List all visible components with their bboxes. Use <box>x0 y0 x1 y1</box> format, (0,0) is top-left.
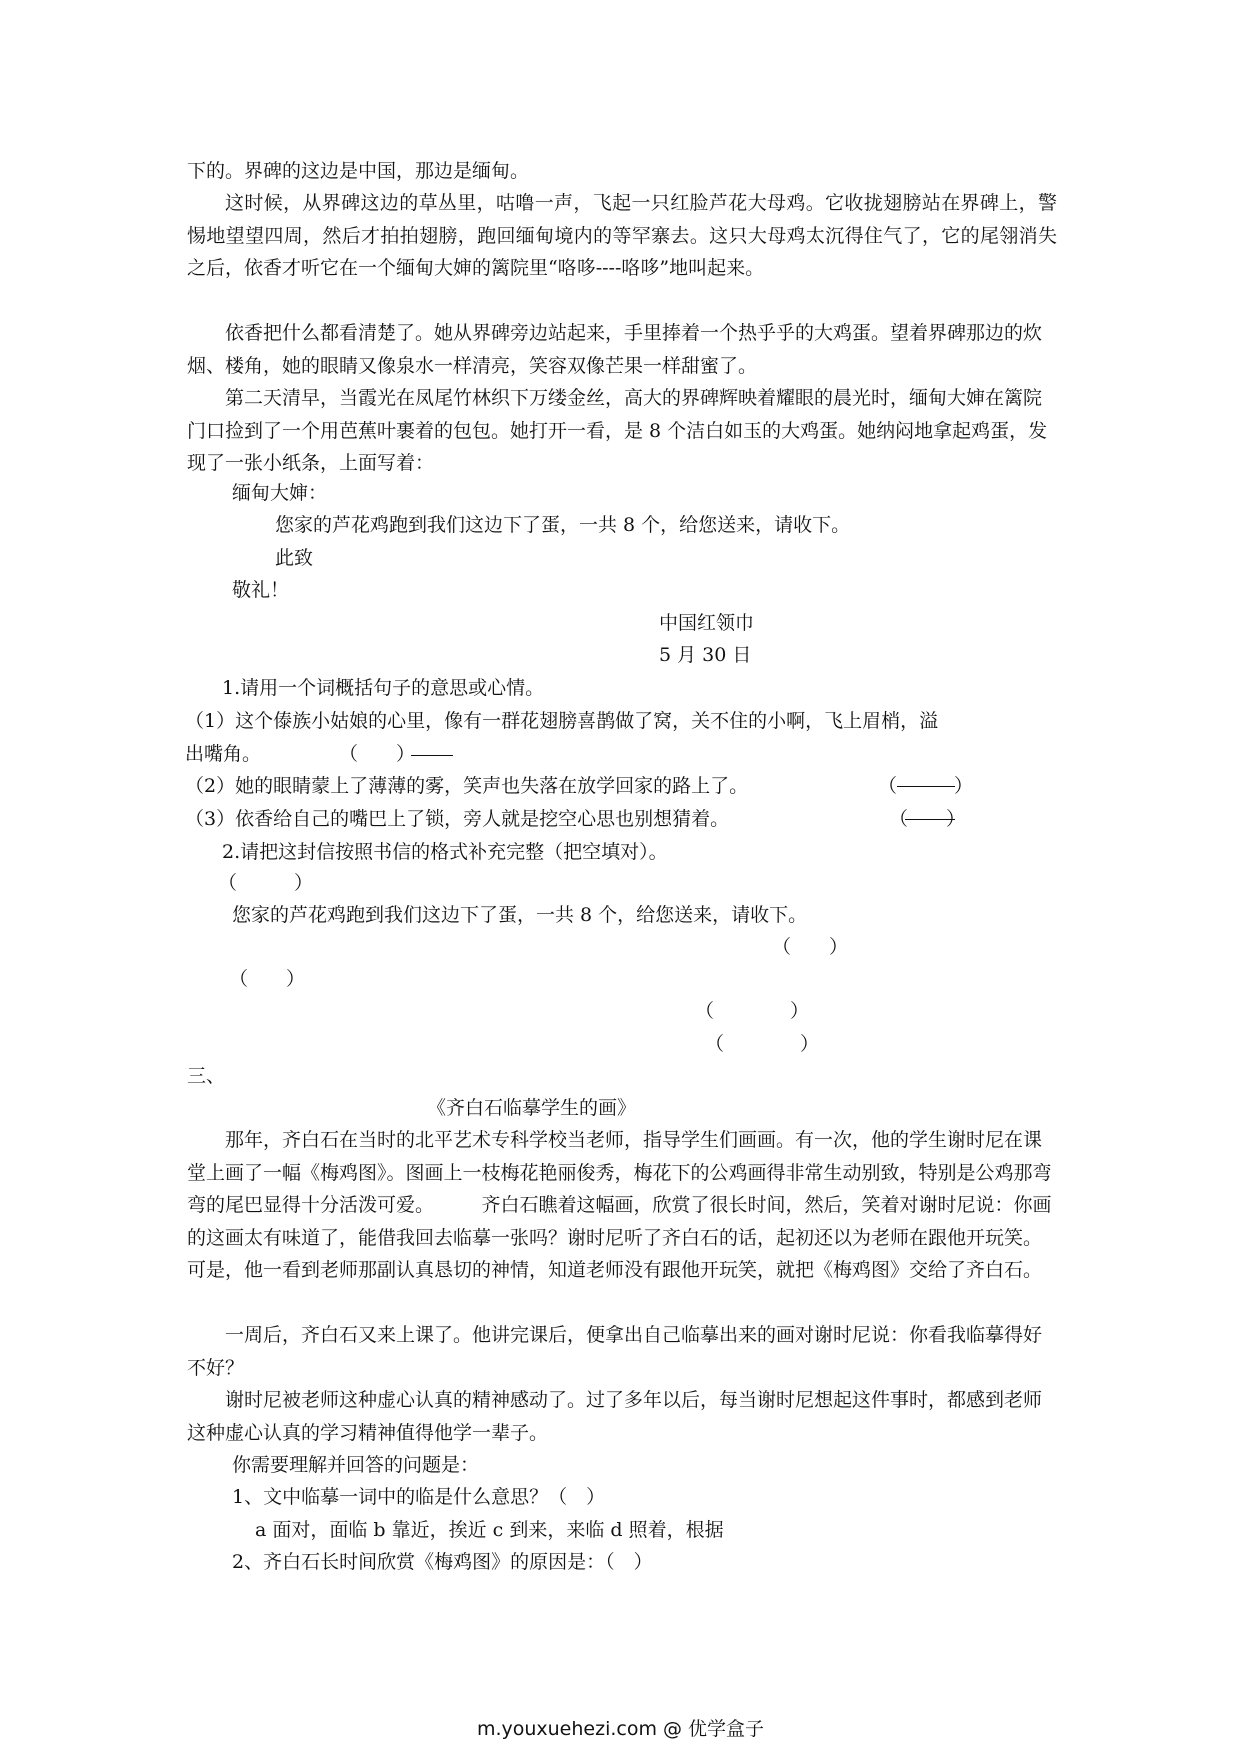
answer-line <box>905 819 955 820</box>
passage-paragraph: 谢时尼被老师这种虚心认真的精神感动了。过了多年以后，每当谢时尼想起这件事时，都感到老师这种虚心认真的学习精神值得他学一辈子。 <box>187 1389 1043 1444</box>
passage-paragraph: 第二天清早，当霞光在凤尾竹林织下万缕金丝，高大的界碑辉映着耀眼的晨光时，缅甸大婶在篱院门口捡到了一个用芭蕉叶裹着的包包。她打开一看，是 8 个洁白如玉的大鸡蛋。她纳闷地拿起鸡蛋，发现了一张小纸条，上面写着： <box>187 387 1048 474</box>
letter-cizhi: 此致 <box>275 547 314 569</box>
question-sentence: （2）她的眼睛蒙上了薄薄的雾，笑声也失落在放学回家的路上了。 <box>185 775 749 797</box>
question-item: 1、文中临摹一词中的临是什么意思？（ ） <box>232 1486 606 1508</box>
answer-blank: （ ） <box>889 808 966 830</box>
question-options: a 面对，面临 b 靠近，挨近 c 到来，来临 d 照着，根据 <box>255 1519 724 1541</box>
answer-blank: （ ） <box>705 1033 820 1055</box>
passage-title: 《齐白石临摹学生的画》 <box>427 1097 637 1119</box>
question-item: 2、齐白石长时间欣赏《梅鸡图》的原因是：（ ） <box>232 1551 653 1573</box>
question-title: 2.请把这封信按照书信的格式补充完整（把空填对）。 <box>222 841 668 863</box>
letter-jingli: 敬礼！ <box>232 579 290 601</box>
letter-greeting: 缅甸大婶： <box>232 482 328 504</box>
question-sentence: 出嘴角。 <box>185 743 262 765</box>
passage-paragraph: 这时候，从界碑这边的草丛里，咕噜一声，飞起一只红脸芦花大母鸡。它收拢翅膀站在界碑上，警惕地望望四周，然后才拍拍翅膀，跑回缅甸境内的等罕寨去。这只大母鸡太沉得住气了，它的尾翎消失之后，依香才听它在一个缅甸大婶的篱院里“咯哆----咯哆”地叫起来。 <box>187 192 1057 279</box>
answer-blank: （ ） <box>218 872 314 894</box>
answer-blank: （ ） <box>229 968 306 990</box>
question-sentence: （3）依香给自己的嘴巴上了锁，旁人就是挖空心思也别想猜着。 <box>185 808 730 830</box>
passage-paragraph: 一周后，齐白石又来上课了。他讲完课后，便拿出自己临摹出来的画对谢时尼说：你看我临摹得好不好？ <box>187 1324 1043 1379</box>
letter-signature: 中国红领巾 <box>659 612 755 634</box>
letter-body: 您家的芦花鸡跑到我们这边下了蛋，一共 8 个，给您送来，请收下。 <box>275 514 851 536</box>
question-sentence: （1）这个傣族小姑娘的心里，像有一群花翅膀喜鹊做了窝，关不住的小啊，飞上眉梢，溢 <box>185 710 939 732</box>
answer-line <box>897 786 955 787</box>
answer-blank: （ ） <box>772 936 849 958</box>
answer-line <box>411 755 453 756</box>
letter-date: 5 月 30 日 <box>659 644 752 666</box>
section-heading: 三、 <box>187 1065 226 1087</box>
passage-line: 下的。界碑的这边是中国，那边是缅甸。 <box>187 160 530 182</box>
site-watermark: m.youxuehezi.com @ 优学盒子 <box>476 1718 765 1740</box>
passage-paragraph: 那年，齐白石在当时的北平艺术专科学校当老师，指导学生们画画。有一次，他的学生谢时尼在课堂上画了一幅《梅鸡图》。图画上一枝梅花艳丽俊秀，梅花下的公鸡画得非常生动别致，特别是公鸡那弯弯的尾巴显得十分活泼可爱。 齐白石瞧着这幅画，欣赏了很长时间，然后，笑着对谢时尼说：你画的这画太有味道了，能借我回去临摹一张吗？谢时尼听了齐白石的话，起初还以为老师在跟他开玩笑。可是，他一看到老师那副认真恳切的神情，知道老师没有跟他开玩笑，就把《梅鸡图》交给了齐白石。 <box>187 1129 1052 1281</box>
question-prompt: 你需要理解并回答的问题是： <box>232 1454 480 1476</box>
answer-blank: （ ） <box>878 775 974 797</box>
answer-blank: （ ） <box>695 1000 810 1022</box>
answer-blank: （ ） <box>339 743 416 765</box>
passage-paragraph: 依香把什么都看清楚了。她从界碑旁边站起来，手里捧着一个热乎乎的大鸡蛋。望着界碑那边的炊烟、楼角，她的眼睛又像泉水一样清亮，笑容双像芒果一样甜蜜了。 <box>187 322 1043 377</box>
question-title: 1.请用一个词概括句子的意思或心情。 <box>222 677 545 699</box>
letter-body-copy: 您家的芦花鸡跑到我们这边下了蛋，一共 8 个，给您送来，请收下。 <box>232 904 808 926</box>
